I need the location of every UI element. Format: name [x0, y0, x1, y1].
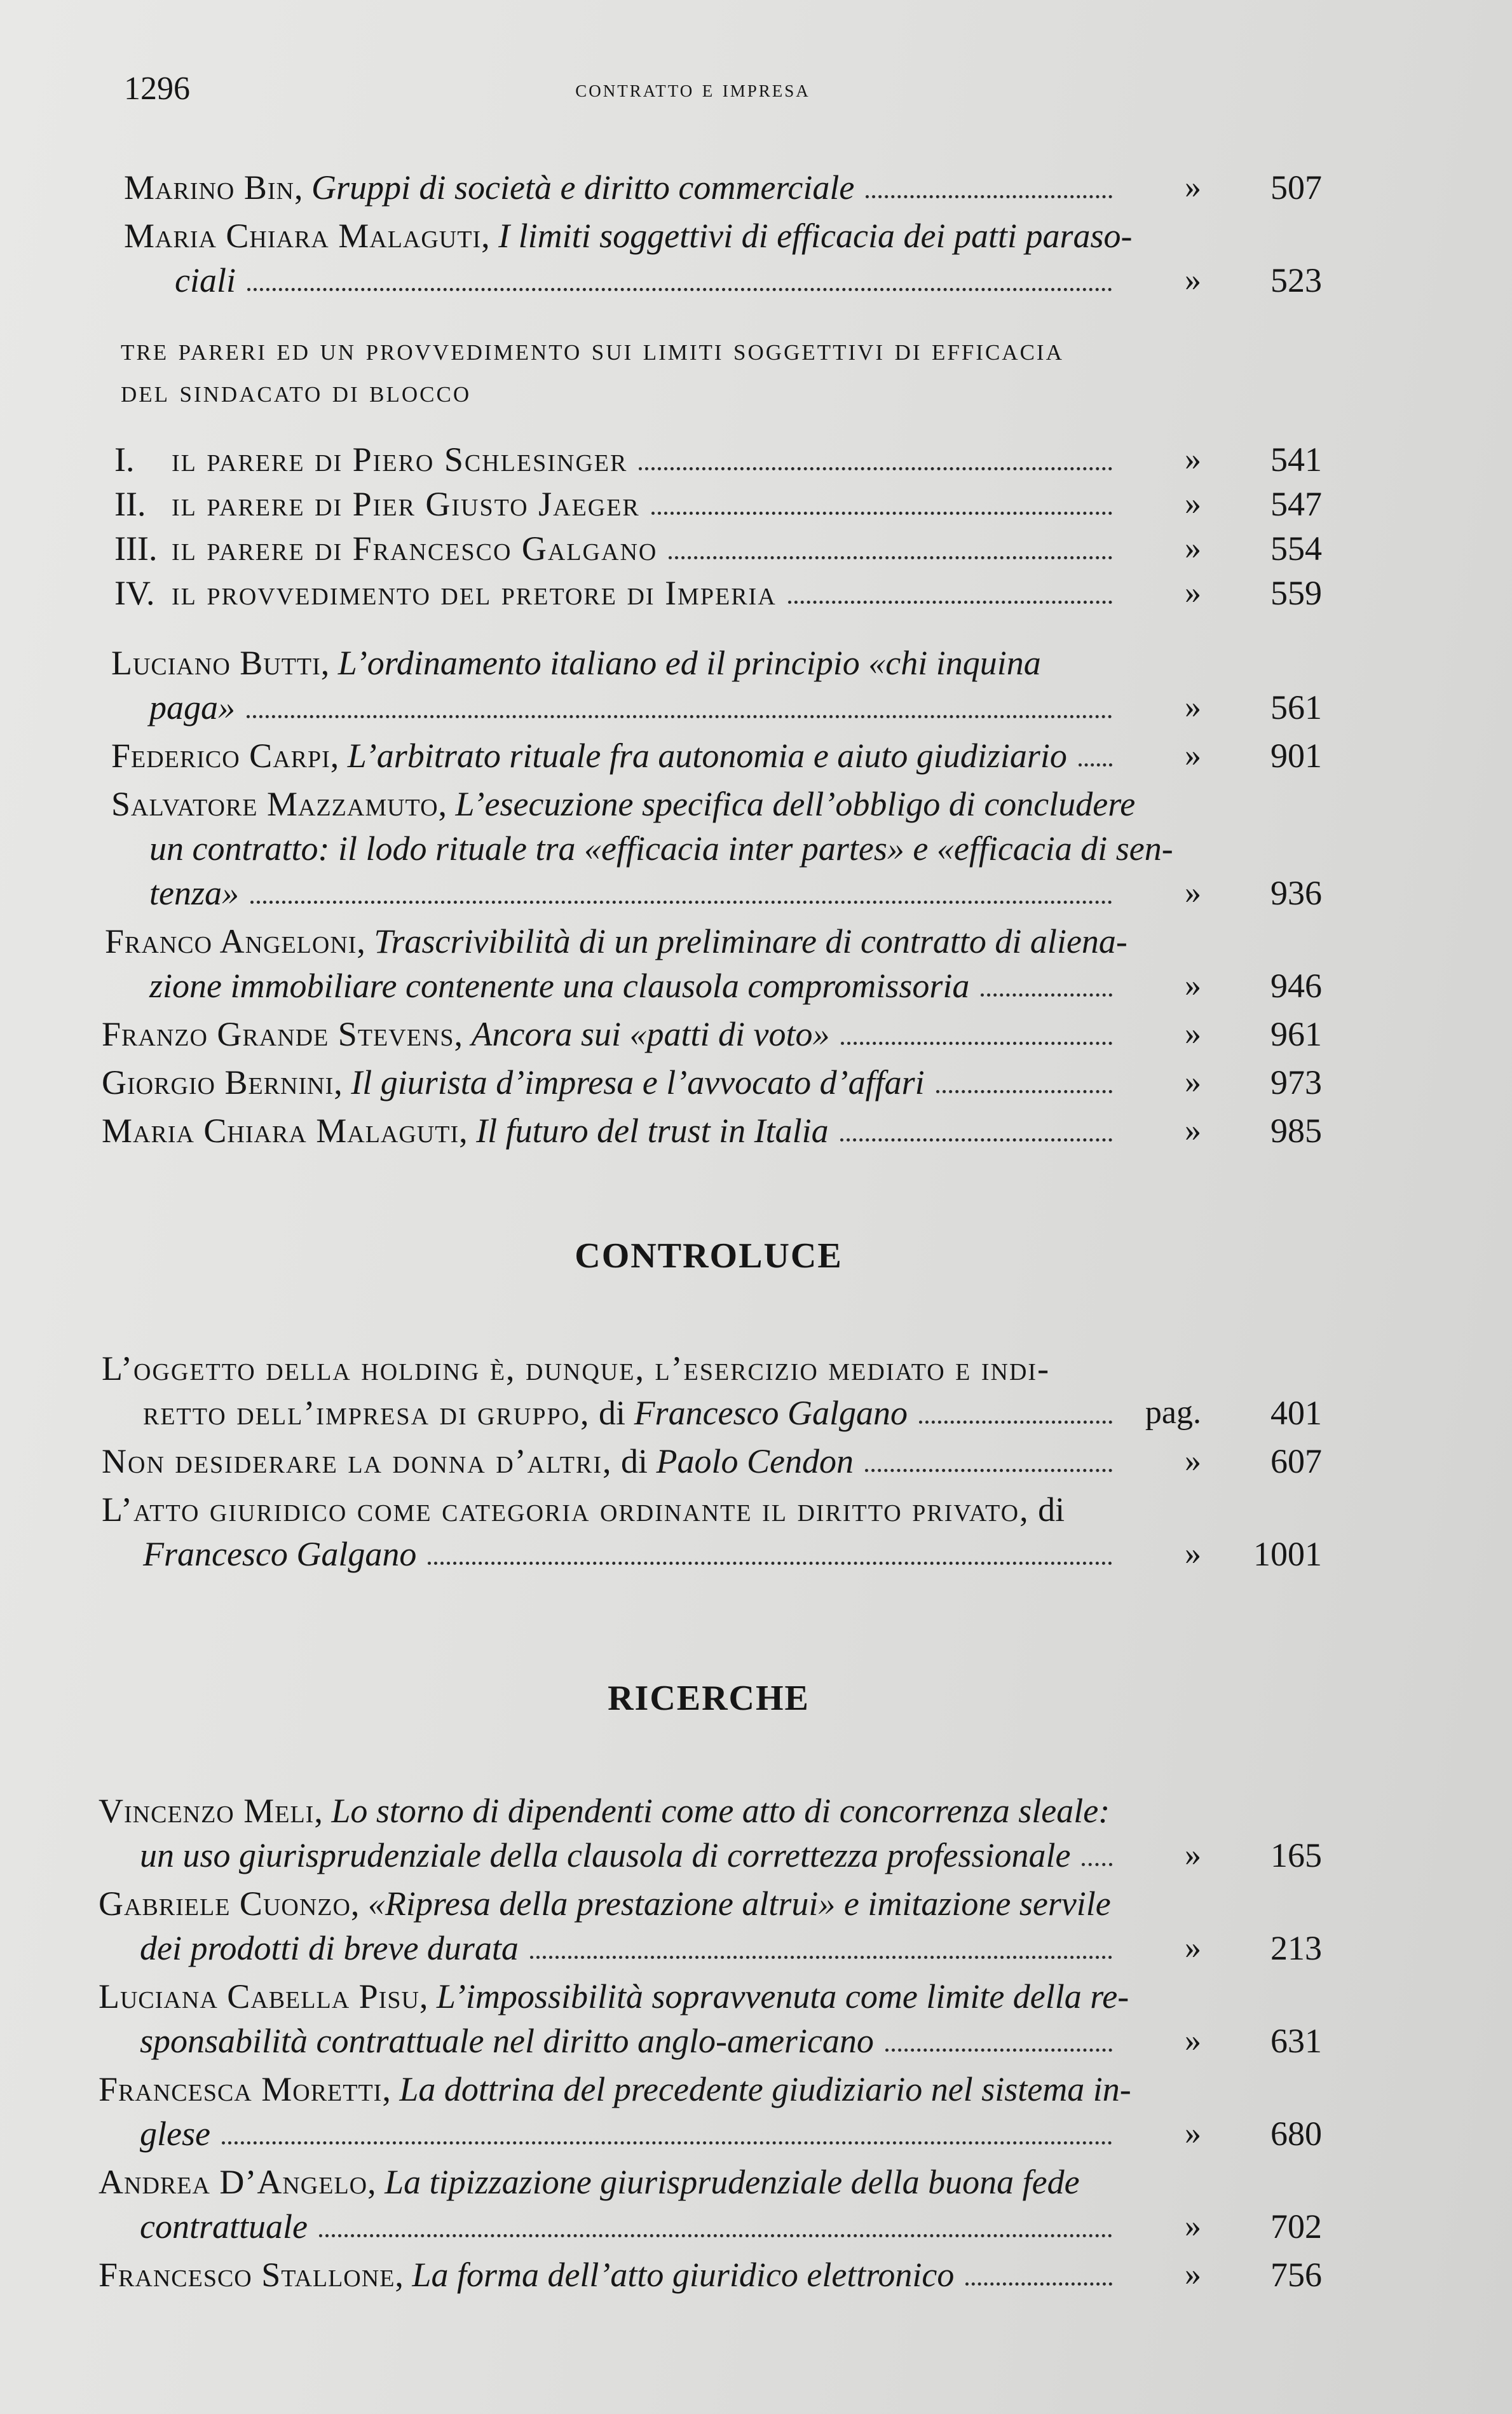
item-page: 559	[1270, 574, 1322, 612]
entry-title-line2: contrattuale	[140, 2207, 308, 2246]
toc-entry: Federico Carpi , L’arbitrato rituale fra autonomia e aiuto giudiziario » 901	[95, 733, 1322, 778]
entry-title-line1: L’esecuzione specifica dell’obbligo di concludere	[455, 785, 1136, 823]
entry-page: 165	[1270, 1836, 1322, 1874]
entry-author: Salvatore Mazzamuto	[111, 785, 439, 823]
item-number: II.	[114, 485, 146, 523]
leader-dots	[1082, 1863, 1112, 1866]
ditto-mark: »	[1185, 441, 1201, 477]
toc-entry: Francesca Moretti , La dottrina del precedente giudiziario nel sistema in- glese » 680	[95, 2067, 1322, 2156]
entry-page: 1001	[1253, 1535, 1322, 1573]
entry-author: Franco Angeloni	[105, 922, 357, 960]
leader-dots	[1079, 763, 1112, 767]
entry-author: Francesco Stallone	[99, 2256, 395, 2294]
entry-author: Federico Carpi	[111, 737, 330, 775]
ditto-mark: »	[1185, 1536, 1201, 1572]
entry-by: di	[621, 1442, 648, 1480]
entry-title-line1: Trascrivibilità di un preliminare di contratto di aliena-	[374, 922, 1127, 960]
entry-title-line1: La dottrina del precedente giudiziario nel sistema in-	[399, 2070, 1131, 2108]
toc-entry: Maria Chiara Malaguti , I limiti soggettivi di efficacia dei patti paraso- ciali » 523	[95, 214, 1322, 303]
toc-entry: Luciana Cabella Pisu , L’impossibilità sopravvenuta come limite della re- sponsabilità contrattuale nel diritto anglo-americano » 631	[95, 1974, 1322, 2063]
item-text: il parere di Piero Schlesinger	[172, 440, 628, 479]
entry-page: 680	[1270, 2115, 1322, 2153]
entry-title: Non desiderare la donna d’altri,	[102, 1442, 613, 1480]
toc-entry: Giorgio Bernini , Il giurista d’impresa e l’avvocato d’affari » 973	[95, 1060, 1322, 1105]
entry-page: 213	[1270, 1929, 1322, 1967]
entry-title: La forma dell’atto giuridico elettronico	[412, 2256, 955, 2294]
entry-title-line2: retto dell’impresa di gruppo,	[143, 1394, 590, 1432]
leader-dots	[222, 2141, 1112, 2145]
entry-by: di	[1038, 1490, 1065, 1529]
entry-author: Andrea D’Angelo	[99, 2163, 368, 2201]
entry-title-line1: Lo storno di dipendenti come atto di concorrenza sleale:	[331, 1792, 1110, 1830]
leader-dots	[428, 1562, 1112, 1565]
leader-dots	[965, 2282, 1112, 2286]
leader-dots	[885, 2049, 1112, 2052]
entry-title-line2: glese	[140, 2115, 210, 2153]
entry-title-line2: sponsabilità contrattuale nel diritto anglo-americano	[140, 2022, 874, 2060]
item-page: 554	[1270, 529, 1322, 568]
section-heading-controluce: CONTROLUCE	[575, 1236, 843, 1276]
ditto-mark: »	[1185, 875, 1201, 911]
entry-author: Franzo Grande Stevens	[102, 1015, 454, 1053]
entry-title-line2: un contratto: il lodo rituale tra «efficacia inter partes» e «efficacia di sen-	[149, 829, 1173, 868]
ditto-mark: »	[1185, 967, 1201, 1004]
entry-author: Francesca Moretti	[99, 2070, 383, 2108]
leader-dots	[919, 1421, 1112, 1424]
leader-dots	[247, 288, 1112, 291]
entry-title: Gruppi di società e diritto commerciale	[311, 168, 855, 207]
entry-title-line1: «Ripresa della prestazione altrui» e imitazione servile	[367, 1885, 1111, 1923]
entry-page: 985	[1270, 1112, 1322, 1150]
entry-page: 946	[1270, 967, 1322, 1005]
ditto-mark: »	[1185, 1064, 1201, 1100]
item-page: 547	[1270, 485, 1322, 523]
entry-author: Francesco Galgano	[634, 1394, 908, 1432]
toc-entry: Vincenzo Meli , Lo storno di dipendenti come atto di concorrenza sleale: un uso giurisprudenziale della clausola di correttezza professionale » 165	[95, 1789, 1322, 1878]
entry-page: 936	[1270, 874, 1322, 912]
ditto-mark: »	[1185, 575, 1201, 611]
entry-author: Luciana Cabella Pisu	[99, 1977, 419, 2015]
toc-entry: Francesco Stallone , La forma dell’atto giuridico elettronico » 756	[95, 2253, 1322, 2297]
leader-dots	[840, 1138, 1112, 1142]
entry-author: Gabriele Cuonzo	[99, 1885, 351, 1923]
leader-dots	[639, 467, 1112, 470]
group-item	[95, 571, 1322, 615]
entry-page: 631	[1270, 2022, 1322, 2060]
entry-title-line1: L’oggetto della holding è, dunque, l’esercizio mediato e indi-	[102, 1349, 1051, 1388]
ditto-mark: »	[1185, 2256, 1201, 2293]
ditto-mark: »	[1185, 1112, 1201, 1149]
leader-dots	[247, 715, 1112, 718]
leader-dots	[936, 1090, 1112, 1093]
ditto-mark: »	[1185, 2115, 1201, 2151]
entry-title-line2: ciali	[175, 261, 236, 299]
table-of-contents	[95, 165, 1322, 2301]
entry-title: L’atto giuridico come categoria ordinante il diritto privato,	[102, 1490, 1030, 1529]
leader-dots	[865, 1469, 1112, 1472]
toc-entry	[95, 1487, 1322, 1576]
entry-author: Francesco Galgano	[143, 1535, 417, 1573]
entry-title-line3: tenza»	[149, 874, 239, 912]
item-page: 541	[1270, 440, 1322, 479]
page-header	[124, 70, 1262, 121]
page-number: 1296	[124, 71, 190, 107]
entry-page: 523	[1270, 261, 1322, 299]
toc-entry	[95, 1439, 1322, 1483]
ditto-mark: »	[1185, 2022, 1201, 2059]
entry-title-line2: dei prodotti di breve durata	[140, 1929, 519, 1967]
page-abbrev: pag.	[1145, 1395, 1201, 1431]
entry-title-line1: L’impossibilità sopravvenuta come limite della re-	[436, 1977, 1129, 2015]
entry-title-line2: paga»	[149, 688, 235, 726]
entry-author: Maria Chiara Malaguti	[124, 217, 482, 255]
item-number: I.	[114, 440, 135, 479]
leader-dots	[669, 556, 1112, 559]
ditto-mark: »	[1185, 1837, 1201, 1873]
entry-page: 507	[1270, 168, 1322, 207]
leader-dots	[788, 601, 1112, 604]
leader-dots	[250, 901, 1112, 904]
item-number: III.	[114, 529, 158, 568]
item-text: il parere di Pier Giusto Jaeger	[172, 485, 640, 523]
entry-page: 702	[1270, 2207, 1322, 2246]
ditto-mark: »	[1185, 530, 1201, 566]
entry-title-line1: La tipizzazione giurisprudenziale della buona fede	[385, 2163, 1080, 2201]
toc-entry: Andrea D’Angelo , La tipizzazione giurisprudenziale della buona fede contrattuale » 702	[95, 2160, 1322, 2249]
toc-group	[95, 328, 1322, 615]
group-item	[95, 526, 1322, 571]
leader-dots	[530, 1956, 1112, 1959]
ditto-mark: »	[1185, 1443, 1201, 1479]
item-text: il parere di Francesco Galgano	[172, 529, 658, 568]
item-number: IV.	[114, 574, 155, 612]
ditto-mark: »	[1185, 737, 1201, 774]
entry-title: L’arbitrato rituale fra autonomia e aiuto giudiziario	[347, 737, 1067, 775]
entry-by: di	[599, 1394, 626, 1432]
entry-title-line2: zione immobiliare contenente una clausola compromissoria	[149, 967, 970, 1005]
entry-title: Il giurista d’impresa e l’avvocato d’affari	[351, 1063, 925, 1101]
entry-author: Vincenzo Meli	[99, 1792, 315, 1830]
ditto-mark: »	[1185, 2208, 1201, 2244]
entry-author: Luciano Butti	[111, 644, 321, 682]
entry-page: 401	[1270, 1394, 1322, 1432]
entry-title-line1: L’ordinamento italiano ed il principio «chi inquina	[337, 644, 1041, 682]
toc-entry: Luciano Butti , L’ordinamento italiano ed il principio «chi inquina paga» » 561	[95, 641, 1322, 730]
entry-title-line2: un uso giurisprudenziale della clausola di correttezza professionale	[140, 1836, 1071, 1874]
leader-dots	[651, 512, 1112, 515]
entry-author: Marino Bin	[124, 168, 294, 207]
item-text: il provvedimento del pretore di Imperia	[172, 574, 777, 612]
entry-page: 756	[1270, 2256, 1322, 2294]
entry-title: Il futuro del trust in Italia	[476, 1112, 829, 1150]
ditto-mark: »	[1185, 689, 1201, 725]
entry-title: Ancora sui «patti di voto»	[471, 1015, 830, 1053]
toc-entry: Franzo Grande Stevens , Ancora sui «patti di voto» » 961	[95, 1012, 1322, 1056]
leader-dots	[981, 993, 1112, 997]
ditto-mark: »	[1185, 169, 1201, 205]
leader-dots	[841, 1042, 1112, 1045]
entry-author: Maria Chiara Malaguti	[102, 1112, 460, 1150]
entry-author: Paolo Cendon	[656, 1442, 854, 1480]
ditto-mark: »	[1185, 1930, 1201, 1966]
group-title-line2: del sindacato di blocco	[121, 373, 472, 409]
group-item	[95, 437, 1322, 482]
journal-title: contratto e impresa	[575, 76, 810, 102]
entry-page: 901	[1270, 737, 1322, 775]
entry-page: 973	[1270, 1063, 1322, 1101]
toc-entry: Gabriele Cuonzo , «Ripresa della prestazione altrui» e imitazione servile dei prodotti di breve durata » 213	[95, 1881, 1322, 1970]
toc-entry: Marino Bin , Gruppi di società e diritto commerciale » 507	[95, 165, 1322, 210]
leader-dots	[319, 2234, 1112, 2237]
ditto-mark: »	[1185, 262, 1201, 298]
leader-dots	[866, 195, 1112, 198]
entry-author: Giorgio Bernini	[102, 1063, 334, 1101]
group-title-line1: tre pareri ed un provvedimento sui limiti soggettivi di efficacia	[121, 331, 1064, 367]
entry-page: 961	[1270, 1015, 1322, 1053]
entry-title-line1: I limiti soggettivi di efficacia dei patti paraso-	[498, 217, 1133, 255]
entry-page: 607	[1270, 1442, 1322, 1480]
toc-entry: Salvatore Mazzamuto , L’esecuzione specifica dell’obbligo di concludere un contratto: il lodo rituale tra «efficacia inter partes» e «efficacia di sen- tenza» » 936	[95, 782, 1322, 915]
entry-page: 561	[1270, 688, 1322, 726]
toc-entry: Maria Chiara Malaguti , Il futuro del trust in Italia » 985	[95, 1108, 1322, 1153]
group-item	[95, 482, 1322, 526]
ditto-mark: »	[1185, 1016, 1201, 1052]
toc-entry	[95, 1346, 1322, 1435]
section-heading-ricerche: RICERCHE	[608, 1679, 810, 1718]
ditto-mark: »	[1185, 486, 1201, 522]
toc-entry: Franco Angeloni , Trascrivibilità di un preliminare di contratto di aliena- zione immobiliare contenente una clausola compromissoria » 946	[95, 919, 1322, 1008]
